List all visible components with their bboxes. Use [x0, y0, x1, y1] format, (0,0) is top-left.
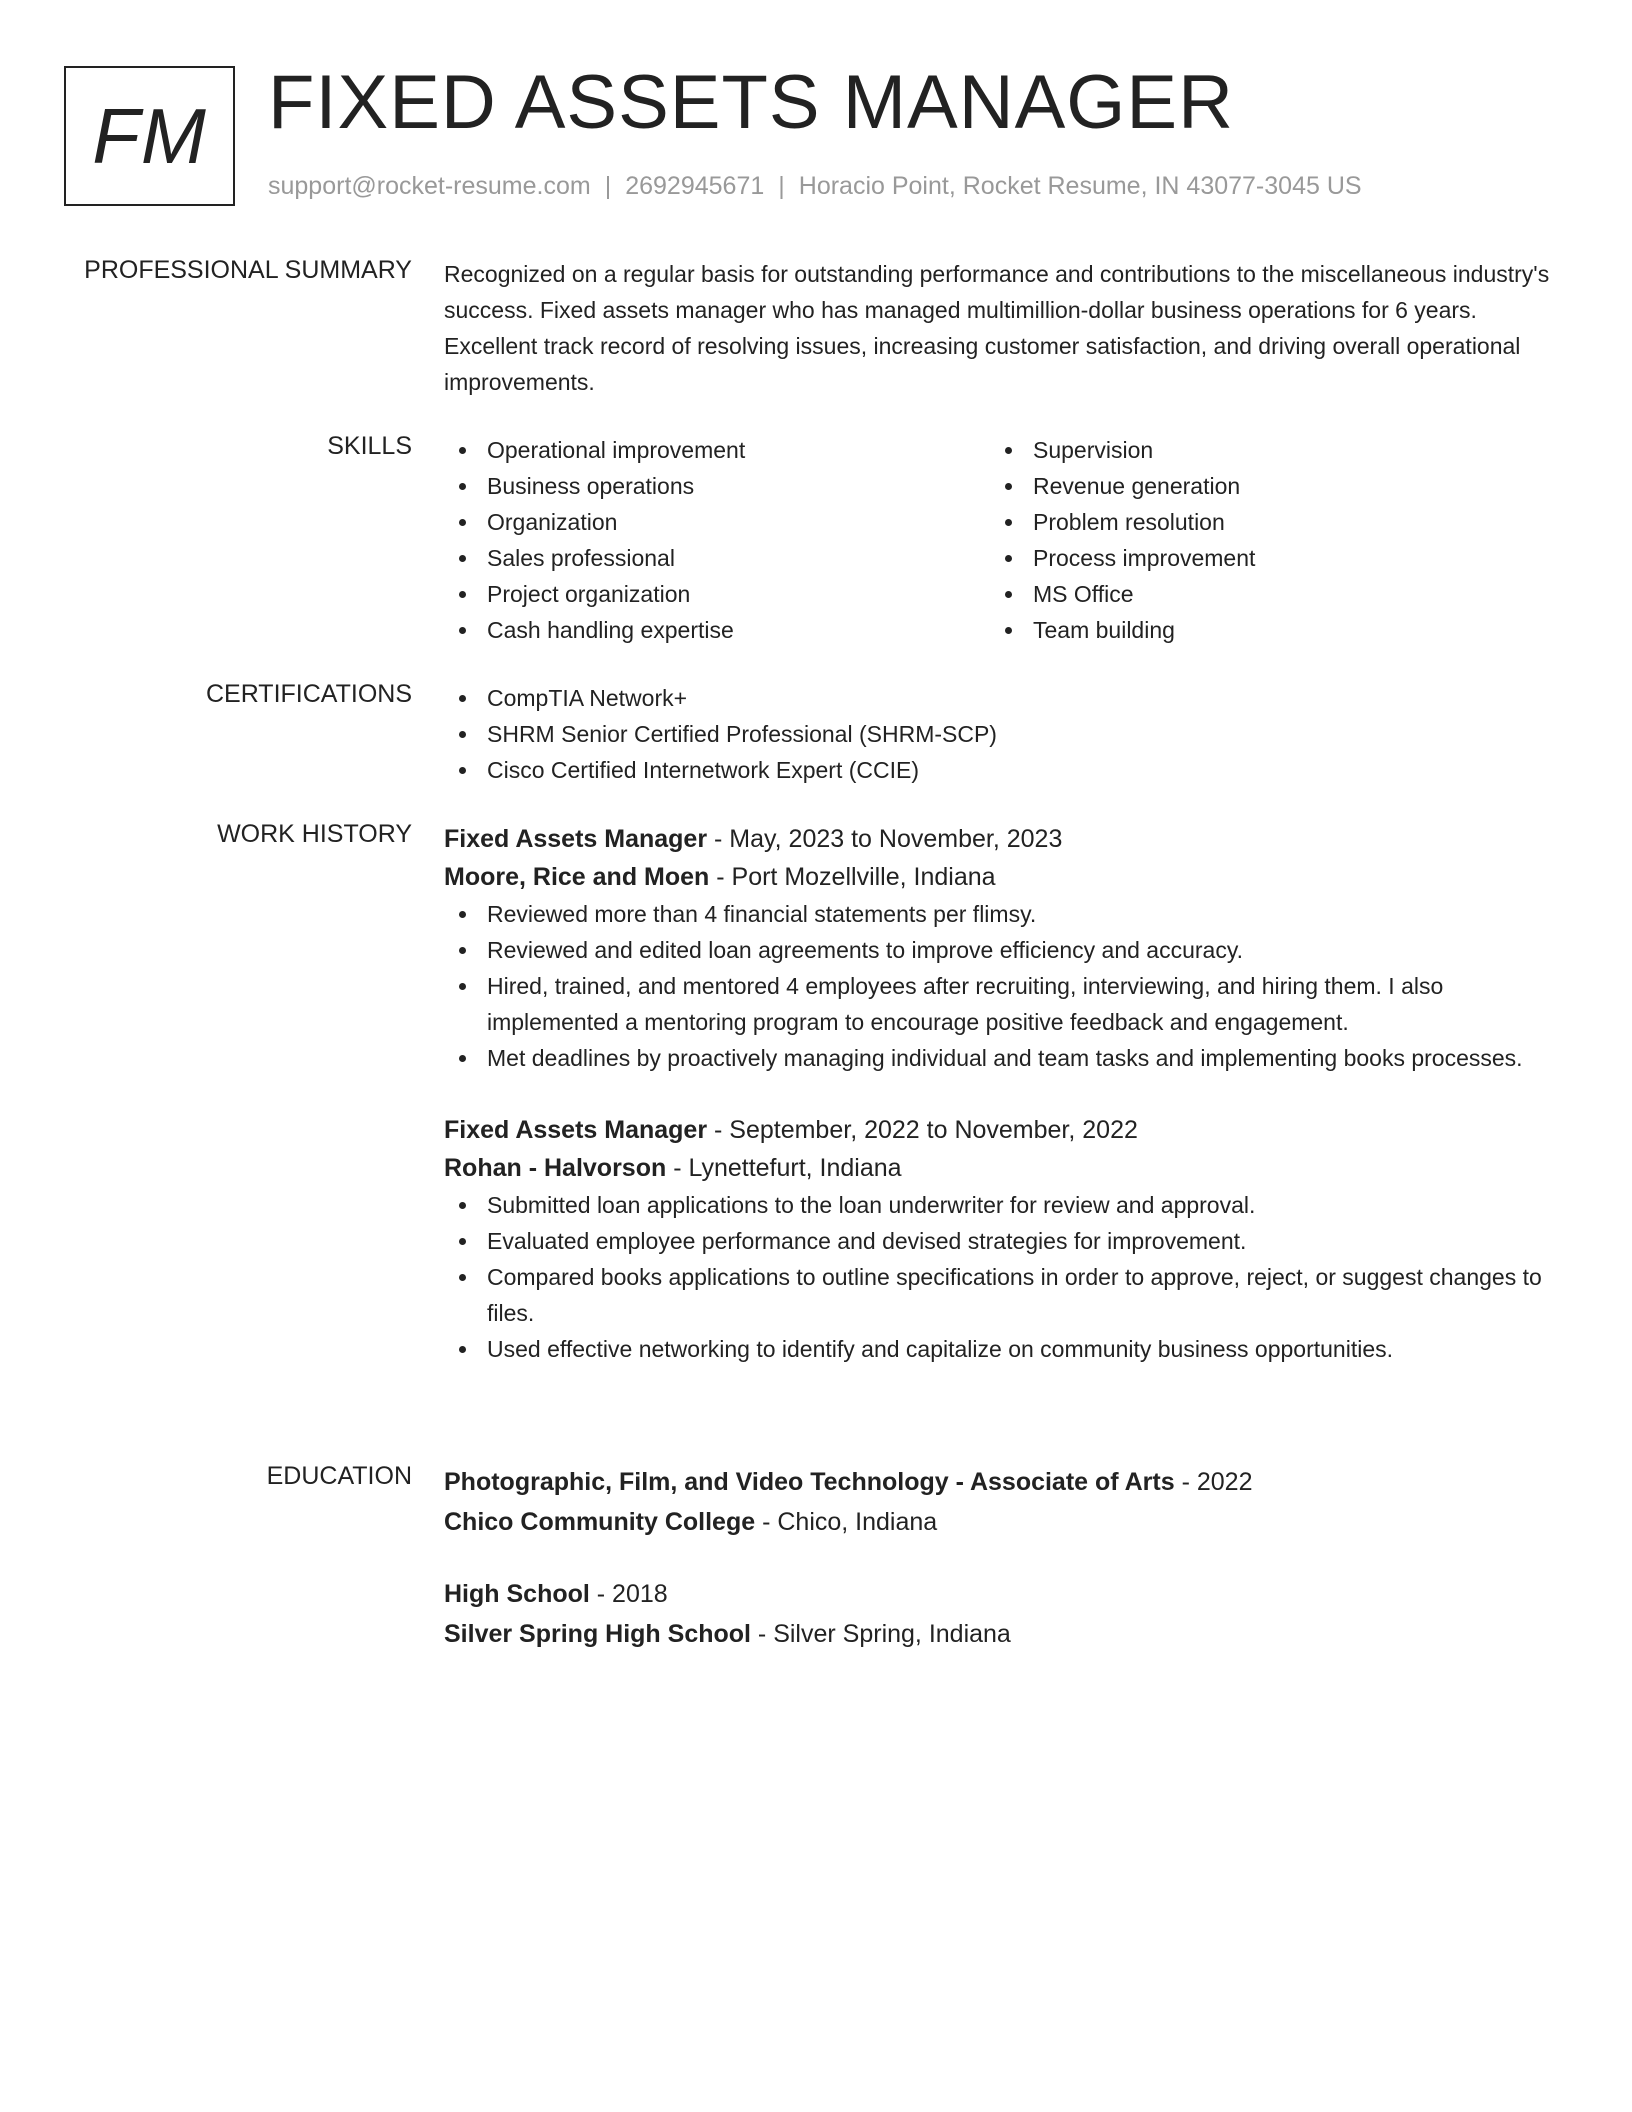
skill-item: Supervision: [990, 432, 1536, 468]
job-duty-item: Used effective networking to identify and capitalize on community business opportunities.: [444, 1331, 1556, 1367]
job-duty-item: Submitted loan applications to the loan underwriter for review and approval.: [444, 1187, 1556, 1223]
job-duties-list: [444, 896, 1556, 1076]
certifications-content: [444, 680, 1556, 788]
education-content: [444, 1462, 1556, 1654]
education-entry: [444, 1462, 1556, 1542]
skill-item: Team building: [990, 612, 1536, 648]
education-degree: Photographic, Film, and Video Technology - Associate of Arts: [444, 1468, 1175, 1496]
skill-item: MS Office: [990, 576, 1536, 612]
certification-item: Cisco Certified Internetwork Expert (CCIE): [444, 752, 1556, 788]
skill-item: Process improvement: [990, 540, 1536, 576]
skill-item: Revenue generation: [990, 468, 1536, 504]
education-degree-line: [444, 1574, 1556, 1614]
skill-item: Cash handling expertise: [444, 612, 990, 648]
job-company-line: [444, 1149, 1556, 1187]
education-location: - Chico, Indiana: [755, 1508, 938, 1536]
job-company-line: [444, 858, 1556, 896]
skill-item: Project organization: [444, 576, 990, 612]
education-year: - 2018: [589, 1580, 668, 1608]
certification-item: SHRM Senior Certified Professional (SHRM-SCP): [444, 716, 1556, 752]
summary-text: Recognized on a regular basis for outstanding performance and contributions to the miscellaneous industry's success. Fixed assets manager who has managed multimillion-dollar business operations for 6 years. Excellent track record of resolving issues, increasing customer satisfaction, and driving overall operational improvements.: [444, 261, 1550, 395]
job-entry: [444, 820, 1556, 1076]
work-history-content: [444, 820, 1556, 1367]
certification-item: CompTIA Network+: [444, 680, 1556, 716]
contact-line: [268, 172, 1362, 201]
job-title-line: [444, 820, 1556, 858]
job-location: - Port Mozellville, Indiana: [709, 863, 996, 891]
job-duty-item: Met deadlines by proactively managing individual and team tasks and implementing books processes.: [444, 1040, 1556, 1076]
job-location: - Lynettefurt, Indiana: [666, 1154, 902, 1182]
skill-item: Problem resolution: [990, 504, 1536, 540]
skill-item: Operational improvement: [444, 432, 990, 468]
job-duty-item: Hired, trained, and mentored 4 employees after recruiting, interviewing, and hiring them. I also implemented a mentoring program to encourage positive feedback and engagement.: [444, 968, 1556, 1040]
section-label-skills: SKILLS: [327, 432, 412, 460]
education-school: Silver Spring High School: [444, 1620, 751, 1648]
job-title: Fixed Assets Manager: [444, 1116, 708, 1144]
job-entry: [444, 1111, 1556, 1367]
education-location: - Silver Spring, Indiana: [750, 1620, 1011, 1648]
skill-item: Organization: [444, 504, 990, 540]
education-school-line: [444, 1502, 1556, 1542]
job-duty-item: Compared books applications to outline specifications in order to approve, reject, or suggest changes to files.: [444, 1259, 1556, 1331]
job-company: Rohan - Halvorson: [444, 1154, 667, 1182]
job-title: Fixed Assets Manager: [444, 825, 708, 853]
section-label-work-history: WORK HISTORY: [217, 820, 412, 848]
job-duties-list: [444, 1187, 1556, 1367]
education-year: - 2022: [1174, 1468, 1253, 1496]
job-duty-item: Reviewed more than 4 financial statements per flimsy.: [444, 896, 1556, 932]
education-entry: [444, 1574, 1556, 1654]
job-title-line: [444, 1111, 1556, 1149]
section-label-summary: PROFESSIONAL SUMMARY: [84, 256, 412, 284]
job-duty-item: Evaluated employee performance and devised strategies for improvement.: [444, 1223, 1556, 1259]
skills-content: [444, 432, 1556, 648]
monogram-box: [64, 66, 235, 206]
contact-separator: |: [604, 172, 612, 200]
education-school-line: [444, 1614, 1556, 1654]
certifications-list: [444, 680, 1556, 788]
skills-column-2: [990, 432, 1536, 648]
summary-content: [444, 256, 1556, 400]
contact-separator: |: [778, 172, 785, 200]
contact-phone: 2692945671: [625, 172, 765, 200]
job-duty-item: Reviewed and edited loan agreements to improve efficiency and accuracy.: [444, 932, 1556, 968]
resume-title: FIXED ASSETS MANAGER: [268, 60, 1234, 145]
job-dates: - September, 2022 to November, 2022: [707, 1116, 1138, 1144]
section-label-education: EDUCATION: [266, 1462, 412, 1490]
education-degree: High School: [444, 1580, 590, 1608]
monogram-initials: FM: [92, 91, 207, 180]
education-school: Chico Community College: [444, 1508, 756, 1536]
contact-address: Horacio Point, Rocket Resume, IN 43077-3045 US: [798, 172, 1362, 200]
section-label-certifications: CERTIFICATIONS: [205, 680, 412, 708]
job-dates: - May, 2023 to November, 2023: [707, 825, 1063, 853]
skills-column-1: [444, 432, 990, 648]
skill-item: Business operations: [444, 468, 990, 504]
skill-item: Sales professional: [444, 540, 990, 576]
contact-email: support@rocket-resume.com: [268, 172, 591, 200]
education-degree-line: [444, 1462, 1556, 1502]
job-company: Moore, Rice and Moen: [444, 863, 710, 891]
skills-grid: [444, 432, 1556, 648]
